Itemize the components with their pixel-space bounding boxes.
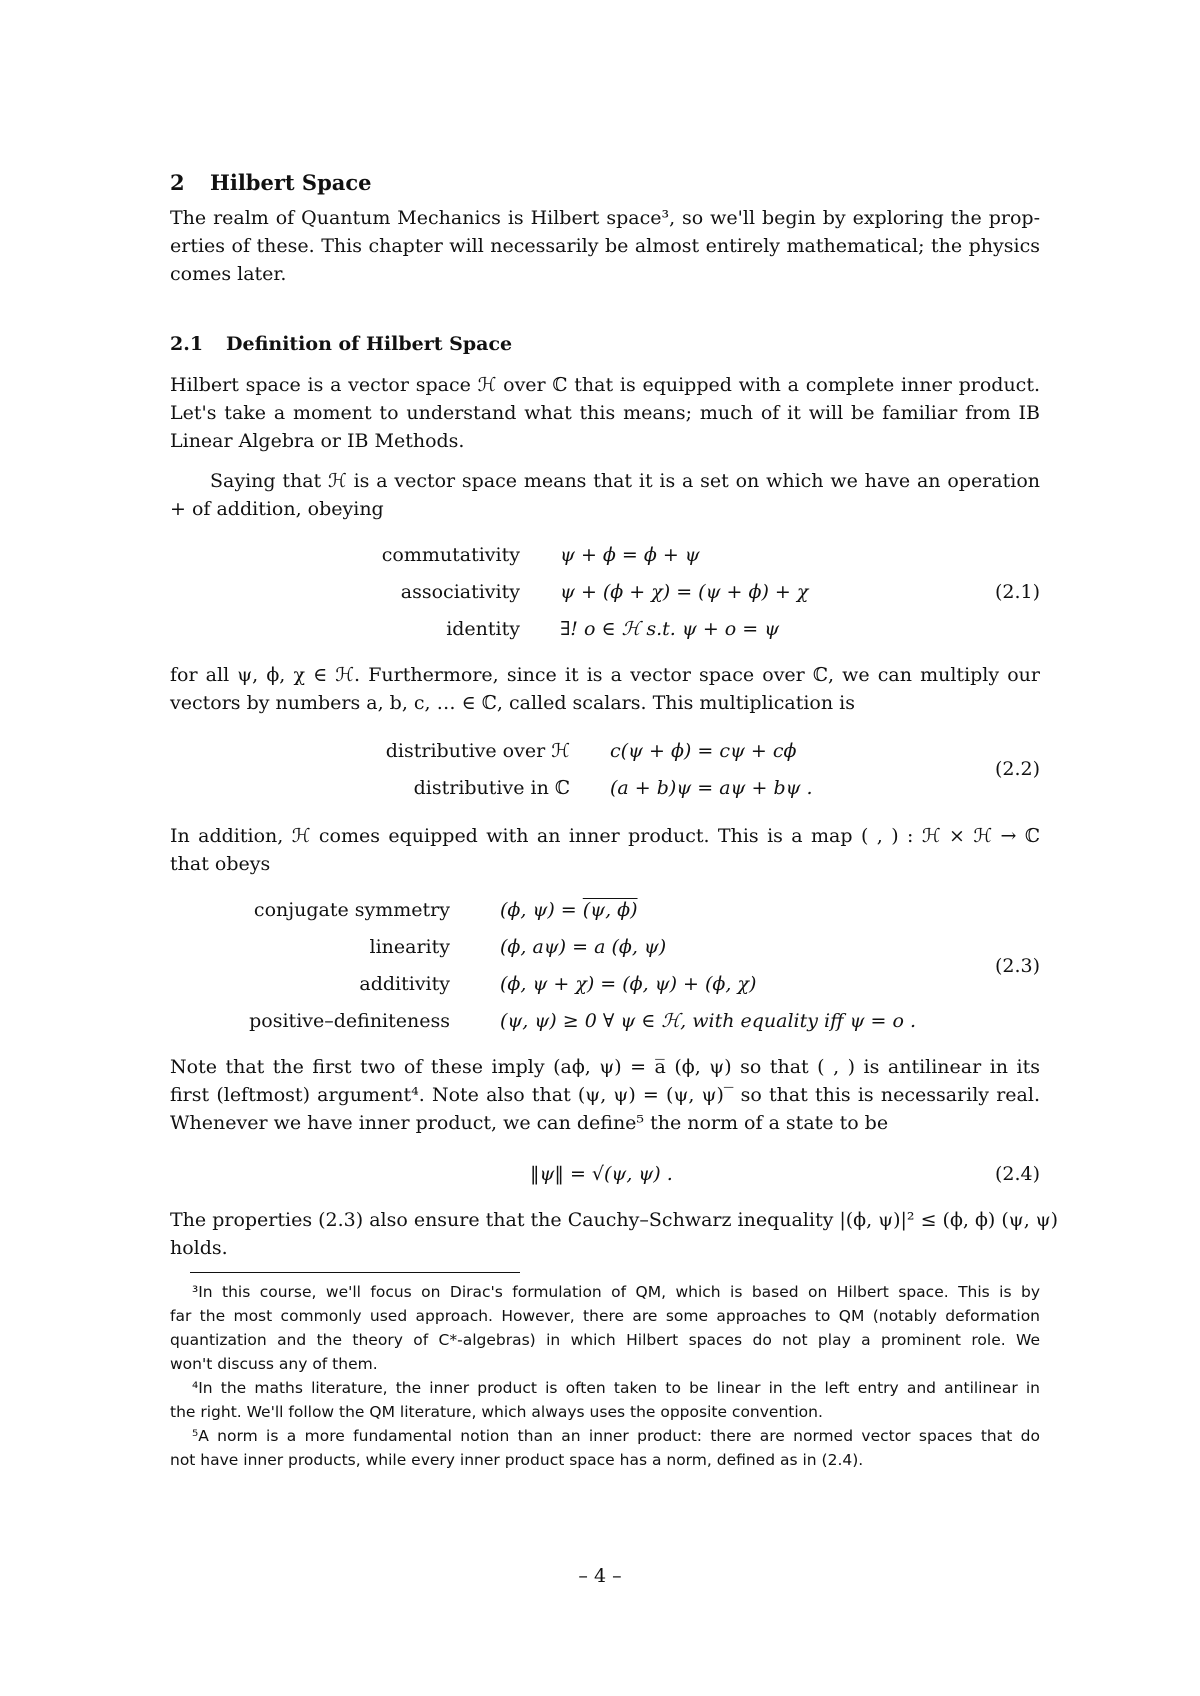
formula-part: (ϕ, ψ) = [500,899,583,921]
equation-label: conjugate symmetry [253,899,450,921]
footnote-4 [170,1376,1040,1424]
equation-number: (2.1) [994,581,1040,603]
text-line: The realm of Quantum Mechanics is Hilbert space³, so we'll begin by exploring the prop- [170,207,1040,229]
inner-product-paragraph [170,822,1040,878]
section-title: Hilbert Space [210,170,372,195]
equation-label: associativity [400,581,520,603]
equation-formula [500,899,638,921]
equation-formula: c(ψ + ϕ) = cψ + cϕ [610,740,797,762]
subsection-heading [170,333,512,355]
text-line: erties of these. This chapter will necessarily be almost entirely mathematical; the physics [170,235,1040,257]
equation-label: linearity [369,936,450,958]
vector-space-paragraph [170,467,1040,523]
text-line: Note that the first two of these imply (aϕ, ψ) = a̅ (ϕ, ψ) so that ( , ) is antilinear in its [170,1056,1040,1078]
footnote-5 [170,1424,1040,1472]
equation-formula: ∃! o ∈ ℋ s.t. ψ + o = ψ [560,618,780,640]
footnote-line: the right. We'll follow the QM literature, which always uses the opposite convention. [170,1403,823,1421]
text-line: for all ψ, ϕ, χ ∈ ℋ. Furthermore, since it is a vector space over ℂ, we can multiply our [170,664,1040,686]
text-line: vectors by numbers a, b, c, … ∈ ℂ, called scalars. This multiplication is [170,692,855,714]
subsection-number: 2.1 [170,333,204,355]
text-line: Linear Algebra or IB Methods. [170,430,465,452]
footnote-line: not have inner products, while every inner product space has a norm, defined as in (2.4). [170,1451,864,1469]
equation-formula: (ψ, ψ) ≥ 0 ∀ ψ ∈ ℋ, with equality iff ψ = o . [500,1010,917,1032]
text-line: + of addition, obeying [170,498,384,520]
equation-number: (2.3) [994,955,1040,977]
cauchy-schwarz-paragraph [170,1206,1059,1262]
footnote-3 [170,1280,1040,1376]
text-line: holds. [170,1237,228,1259]
text-line: Let's take a moment to understand what this means; much of it will be familiar from IB [170,402,1040,424]
equation-label: additivity [359,973,450,995]
equation-formula: (ϕ, ψ + χ) = (ϕ, ψ) + (ϕ, χ) [500,973,757,995]
equation-number: (2.4) [994,1163,1040,1185]
equation-formula: ψ + (ϕ + χ) = (ψ + ϕ) + χ [560,581,809,603]
text-line: Saying that ℋ is a vector space means that it is a set on which we have an operation [210,470,1040,492]
text-line: Whenever we have inner product, we can define⁵ the norm of a state to be [170,1112,889,1134]
scalars-paragraph [170,661,1040,717]
equation-label: identity [446,618,520,640]
equation-formula: (a + b)ψ = aψ + bψ . [610,777,813,799]
equation-formula: (ϕ, aψ) = a (ϕ, ψ) [500,936,667,958]
intro-paragraph [170,204,1040,288]
footnote-line: ³In this course, we'll focus on Dirac's formulation of QM, which is based on Hilbert space. This is by [192,1283,1040,1301]
antilinear-paragraph [170,1053,1040,1137]
footnote-line: ⁴In the maths literature, the inner product is often taken to be linear in the left entry and antilinear in [192,1379,1040,1397]
equation-label: distributive in ℂ [413,777,570,799]
page-number: – 4 – [578,1565,622,1587]
definition-paragraph [170,371,1040,455]
equation-label: commutativity [381,544,520,566]
equation-label: distributive over ℋ [385,740,570,762]
equation-label: positive–definiteness [249,1010,450,1032]
text-line: The properties (2.3) also ensure that the Cauchy–Schwarz inequality |(ϕ, ψ)|² ≤ (ϕ, ϕ) (ψ, ψ) [170,1209,1059,1231]
equation-number: (2.2) [994,758,1040,780]
text-line: Hilbert space is a vector space ℋ over ℂ that is equipped with a complete inner product. [170,374,1040,396]
text-line: that obeys [170,853,271,875]
text-line: first (leftmost) argument⁴. Note also that (ψ, ψ) = (ψ, ψ)‾ so that this is necessarily real. [170,1084,1040,1106]
footnote-line: quantization and the theory of C*-algebras) in which Hilbert spaces do not play a prominent role. We [170,1331,1040,1349]
equation-formula: ‖ψ‖ = √(ψ, ψ) . [530,1163,673,1185]
footnote-line: won't discuss any of them. [170,1355,378,1373]
formula-conjugate: (ψ, ϕ) [582,899,638,921]
footnote-line: ⁵A norm is a more fundamental notion than an inner product: there are normed vector spaces that do [192,1427,1040,1445]
section-number: 2 [170,170,185,195]
text-line: In addition, ℋ comes equipped with an inner product. This is a map ( , ) : ℋ × ℋ → ℂ [170,825,1040,847]
section-heading [170,170,372,195]
subsection-title: Definition of Hilbert Space [226,333,513,355]
footnote-rule [190,1272,520,1273]
footnote-line: far the most commonly used approach. However, there are some approaches to QM (notably deformation [170,1307,1040,1325]
text-line: comes later. [170,263,287,285]
equation-formula: ψ + ϕ = ϕ + ψ [560,544,700,566]
